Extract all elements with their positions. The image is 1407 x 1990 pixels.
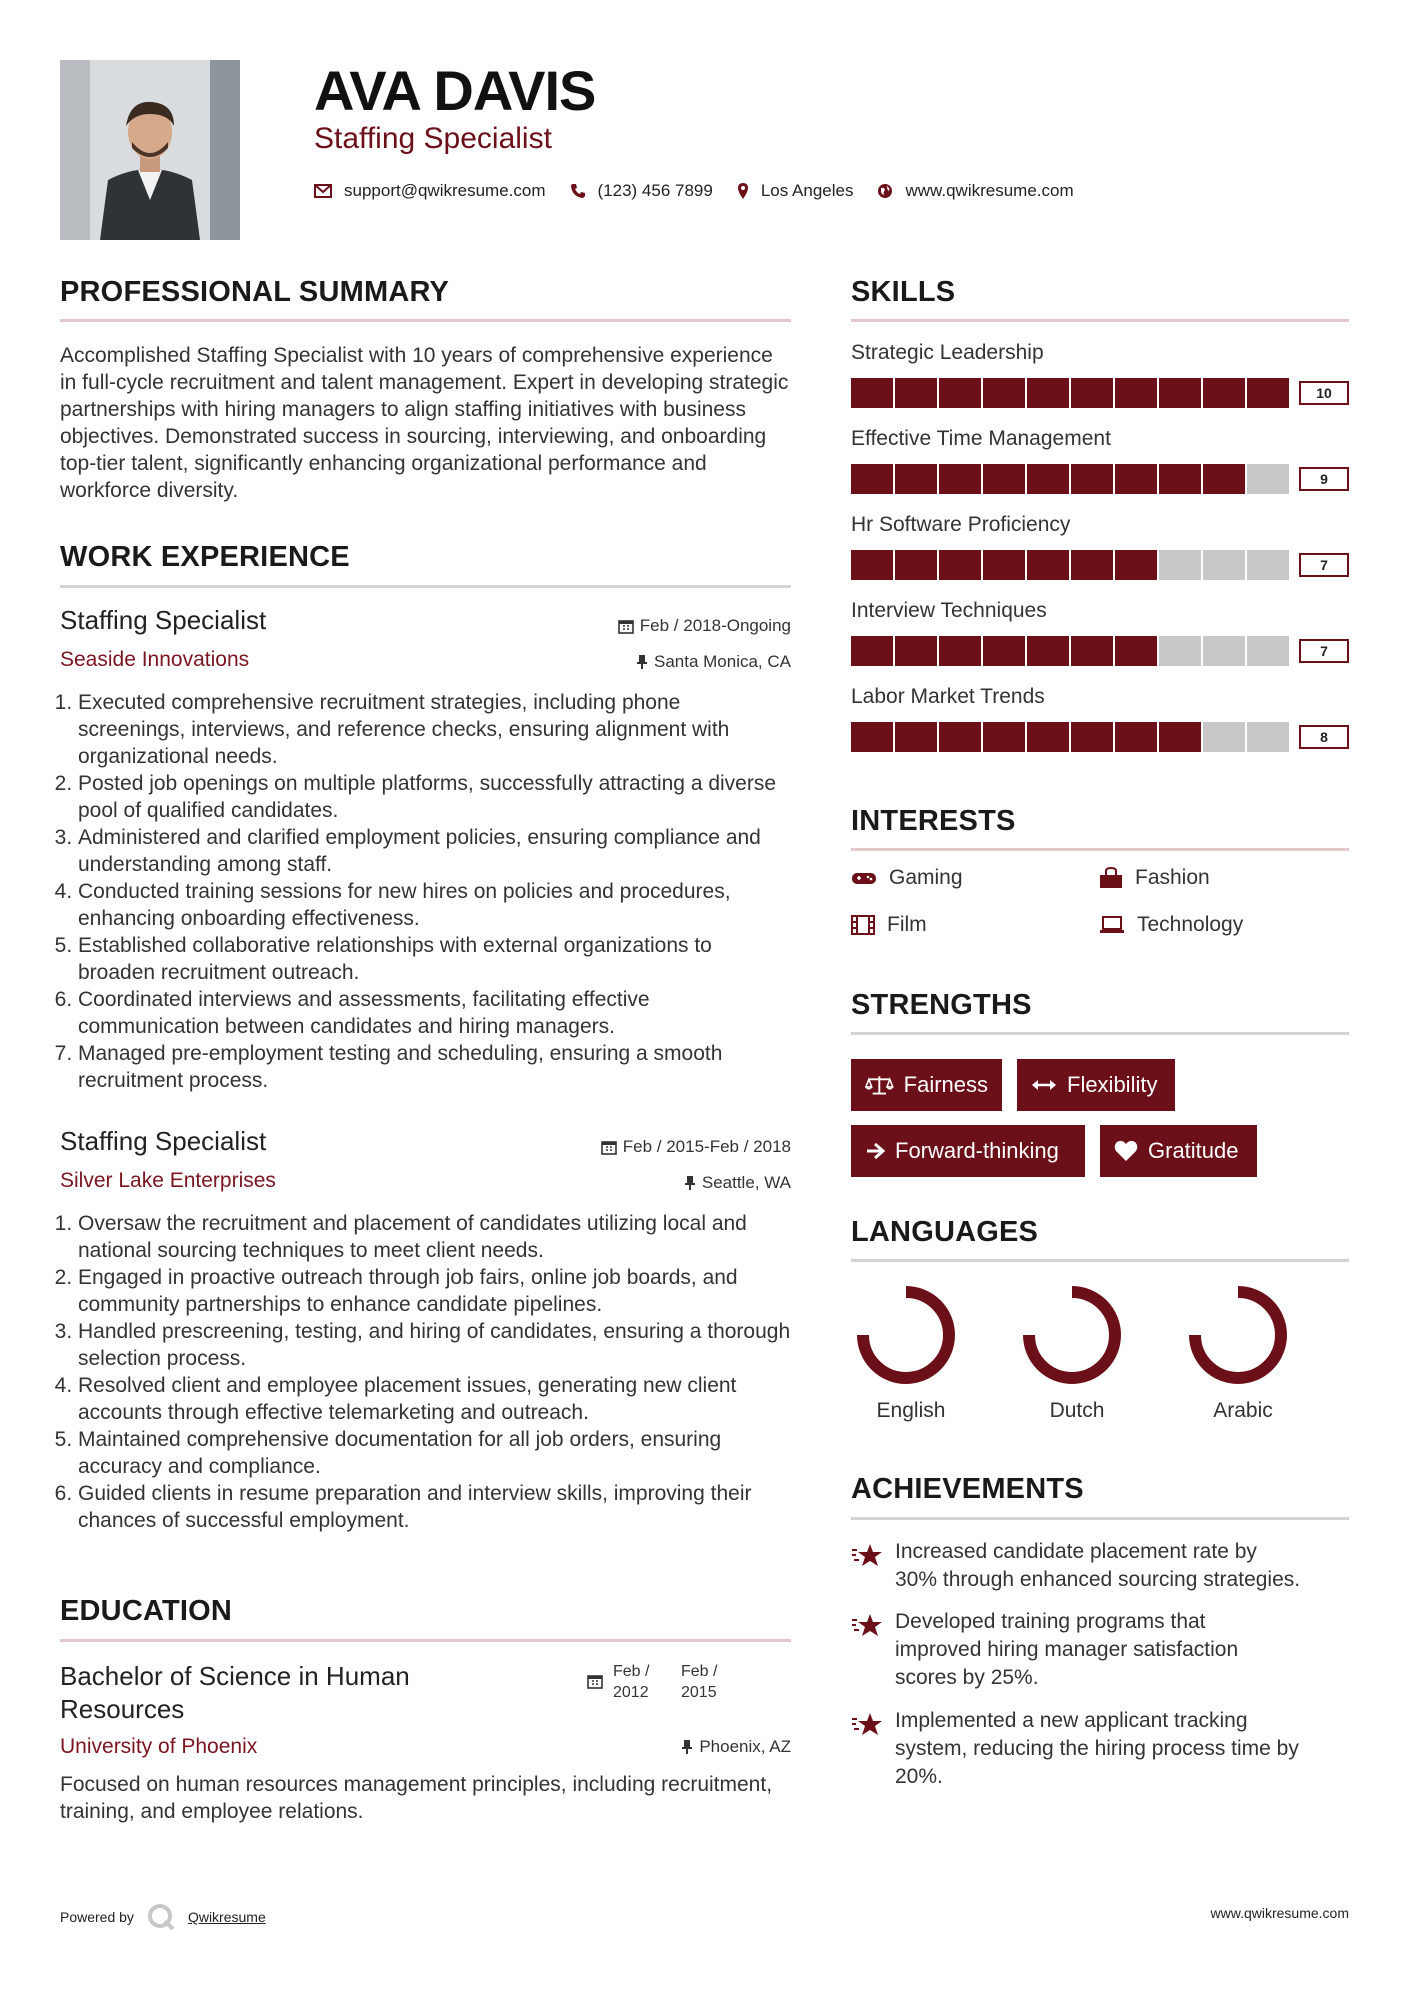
skill-bar-segment: [1247, 464, 1291, 494]
qwikresume-logo-icon: [146, 1902, 176, 1932]
contact-bar: [314, 180, 1098, 202]
candidate-name: AVA DAVIS: [314, 59, 596, 122]
job-title: Staffing Specialist: [60, 1126, 267, 1156]
skill-bar-segment: [1027, 378, 1071, 408]
achievement-line: Increased candidate placement rate by: [895, 1540, 1257, 1563]
strengths-title: STRENGTHS: [851, 989, 1032, 1021]
skill-bar-segment: [1115, 550, 1159, 580]
skill-item: [851, 685, 1349, 771]
skills-title: SKILLS: [851, 276, 956, 308]
skill-bar-segment: [895, 378, 939, 408]
achievement-item: [895, 1707, 1355, 1791]
contact-phone[interactable]: (123) 456 7899: [597, 181, 713, 200]
skill-bar-segment: [895, 464, 939, 494]
phone-icon: [570, 183, 586, 199]
degree-line: Resources: [60, 1694, 185, 1724]
list-item: 1. Oversaw the recruitment and placement of candidates utilizing local and national sourcing techniques to meet client needs.: [78, 1210, 791, 1264]
skill-bar-segment: [851, 550, 895, 580]
skill-bar-segment: [983, 636, 1027, 666]
interest-label: Fashion: [1135, 866, 1210, 889]
skill-item: [851, 513, 1349, 599]
interest-item: [1099, 866, 1210, 890]
skill-bar-segment: [895, 636, 939, 666]
job-company: Seaside Innovations: [60, 648, 250, 671]
strength-label: Fairness: [903, 1072, 988, 1097]
list-item: 7. Managed pre-employment testing and scheduling, ensuring a smooth recruitment process.: [78, 1040, 791, 1094]
job-bullets: [60, 1210, 791, 1534]
list-item: 1. Executed comprehensive recruitment strategies, including phone screenings, interviews, and reference checks, ensuring alignment with organizational needs.: [78, 689, 791, 770]
skill-bar: [851, 464, 1349, 494]
skill-label: Hr Software Proficiency: [851, 513, 1071, 536]
gamepad-icon: [851, 870, 877, 886]
skill-bar: [851, 550, 1349, 580]
skill-bar-segment: [1247, 378, 1291, 408]
job-title: Staffing Specialist: [60, 605, 267, 635]
skill-bar-segment: [1071, 722, 1115, 752]
skill-label: Effective Time Management: [851, 427, 1111, 450]
list-item: 3. Handled prescreening, testing, and hiring of candidates, ensuring a thorough selection process.: [78, 1318, 791, 1372]
achievement-line: scores by 25%.: [895, 1666, 1039, 1689]
degree-line: Bachelor of Science in Human: [60, 1661, 410, 1691]
summary-rule: [60, 319, 791, 322]
skill-bar: [851, 722, 1349, 752]
strength-label: Forward-thinking: [895, 1138, 1059, 1163]
job-dates-text: Feb / 2018-Ongoing: [639, 616, 791, 635]
candidate-role: Staffing Specialist: [314, 122, 552, 155]
pin-icon: [636, 654, 648, 670]
skill-bar-segment: [1203, 378, 1247, 408]
brand-link[interactable]: Qwikresume: [187, 1909, 266, 1925]
skill-level-value: 9: [1299, 467, 1349, 491]
skill-bar-segment: [1027, 636, 1071, 666]
achievement-line: Implemented a new applicant tracking: [895, 1709, 1248, 1732]
job-location-text: Santa Monica, CA: [653, 652, 791, 671]
interest-item: [851, 866, 963, 890]
skill-bar-segment: [851, 722, 895, 752]
globe-icon: [877, 183, 893, 199]
powered-by-text: Powered by: [60, 1909, 134, 1925]
strength-label: Gratitude: [1148, 1138, 1239, 1163]
skill-label: Interview Techniques: [851, 599, 1047, 622]
summary-text: Accomplished Staffing Specialist with 10 years of comprehensive experience in full-cycle recruitment and talent management. Expert in developing strategic partnerships with hiring managers to align staffing initiatives with business objectives. Demonstrated success in sourcing, interviewing, and onboarding top-tier talent, significantly enhancing organizational performance and workforce diversity.: [60, 344, 789, 502]
achievement-line: 30% through enhanced sourcing strategies.: [895, 1568, 1301, 1591]
skill-level-value: 7: [1299, 553, 1349, 577]
skill-bar: [851, 636, 1349, 666]
job-bullets: [60, 689, 791, 1094]
job-location-text: Seattle, WA: [701, 1173, 791, 1192]
email-icon: [314, 184, 332, 198]
skill-bar-segment: [939, 722, 983, 752]
skill-bar-segment: [939, 464, 983, 494]
contact-location: Los Angeles: [760, 181, 854, 200]
skill-level-value: 10: [1299, 381, 1349, 405]
skill-level-value: 8: [1299, 725, 1349, 749]
contact-website[interactable]: www.qwikresume.com: [905, 181, 1074, 200]
star-icon: [851, 1542, 883, 1568]
experience-rule: [60, 585, 791, 588]
skill-bar-segment: [1071, 464, 1115, 494]
achievement-line: system, reducing the hiring process time by: [895, 1737, 1299, 1760]
profile-photo: [60, 60, 240, 240]
skill-bar-segment: [983, 550, 1027, 580]
skill-bar-segment: [1159, 636, 1203, 666]
footer-url[interactable]: www.qwikresume.com: [1210, 1905, 1349, 1921]
list-item: 2. Engaged in proactive outreach through job fairs, online job boards, and community partnerships to enhance candidate pipelines.: [78, 1264, 791, 1318]
skill-bar-segment: [1027, 550, 1071, 580]
languages-rule: [851, 1259, 1349, 1262]
map-pin-icon: [737, 182, 749, 200]
achievement-line: Developed training programs that: [895, 1610, 1206, 1633]
skill-bar-segment: [851, 636, 895, 666]
strength-chip: [1017, 1059, 1175, 1111]
edu-end-month: Feb /: [681, 1663, 718, 1680]
language-ring: [1188, 1285, 1288, 1385]
edu-start-month: Feb /: [613, 1663, 650, 1680]
footer-powered: [60, 1902, 266, 1932]
skills-list: [851, 341, 1349, 771]
list-item: 5. Maintained comprehensive documentation for all job orders, ensuring accuracy and compliance.: [78, 1426, 791, 1480]
skill-bar-segment: [1027, 722, 1071, 752]
list-item: 4. Conducted training sessions for new hires on policies and procedures, enhancing onboarding effectiveness.: [78, 878, 791, 932]
list-item: 5. Established collaborative relationships with external organizations to broaden recruitment outreach.: [78, 932, 791, 986]
skill-bar-segment: [1247, 722, 1291, 752]
calendar-icon: [618, 618, 634, 634]
skill-item: [851, 599, 1349, 685]
pin-icon: [681, 1739, 693, 1755]
contact-email[interactable]: support@qwikresume.com: [344, 181, 546, 200]
summary-title: PROFESSIONAL SUMMARY: [60, 276, 450, 308]
skill-bar-segment: [1247, 550, 1291, 580]
education-school: University of Phoenix: [60, 1735, 258, 1758]
strengths-rule: [851, 1032, 1349, 1035]
balance-scale-icon: [865, 1074, 894, 1096]
education-rule: [60, 1639, 791, 1642]
skill-label: Strategic Leadership: [851, 341, 1044, 364]
skill-bar: [851, 378, 1349, 408]
skill-bar-segment: [939, 550, 983, 580]
list-item: 4. Resolved client and employee placement issues, generating new client accounts through effective telemarketing and outreach.: [78, 1372, 791, 1426]
skill-item: [851, 427, 1349, 513]
language-label: Arabic: [1213, 1399, 1273, 1422]
calendar-icon: [587, 1673, 603, 1689]
skill-bar-segment: [1159, 464, 1203, 494]
skill-bar-segment: [1027, 464, 1071, 494]
degree-title: [60, 1660, 410, 1726]
strength-chip: [851, 1125, 1085, 1177]
education-location: [681, 1737, 791, 1757]
list-item: 6. Coordinated interviews and assessments, facilitating effective communication between candidates and hiring managers.: [78, 986, 791, 1040]
job-dates: [618, 616, 791, 636]
job-company: Silver Lake Enterprises: [60, 1169, 276, 1192]
achievements-rule: [851, 1517, 1349, 1520]
skill-bar-segment: [939, 636, 983, 666]
languages-title: LANGUAGES: [851, 1216, 1039, 1248]
pin-icon: [684, 1175, 696, 1191]
achievement-item: [895, 1608, 1355, 1692]
skill-bar-segment: [1071, 636, 1115, 666]
skill-bar-segment: [1115, 636, 1159, 666]
skill-bar-segment: [1115, 464, 1159, 494]
job-dates-text: Feb / 2015-Feb / 2018: [622, 1137, 791, 1156]
skill-label: Labor Market Trends: [851, 685, 1045, 708]
arrows-horizontal-icon: [1031, 1078, 1057, 1092]
skill-bar-segment: [1159, 378, 1203, 408]
edu-end-year: 2015: [681, 1684, 717, 1701]
language-label: Dutch: [1049, 1399, 1105, 1422]
achievement-line: improved hiring manager satisfaction: [895, 1638, 1239, 1661]
language-ring: [1022, 1285, 1122, 1385]
film-icon: [851, 915, 875, 935]
skill-bar-segment: [895, 722, 939, 752]
education-location-text: Phoenix, AZ: [699, 1737, 791, 1756]
experience-title: WORK EXPERIENCE: [60, 541, 350, 573]
skill-bar-segment: [1159, 722, 1203, 752]
skill-bar-segment: [939, 378, 983, 408]
skill-bar-segment: [983, 464, 1027, 494]
interests-rule: [851, 848, 1349, 851]
star-icon: [851, 1612, 883, 1638]
language-ring: [856, 1285, 956, 1385]
skill-bar-segment: [1203, 464, 1247, 494]
interests-title: INTERESTS: [851, 805, 1016, 837]
laptop-icon: [1099, 916, 1125, 934]
strength-label: Flexibility: [1067, 1072, 1158, 1097]
skill-bar-segment: [983, 378, 1027, 408]
skill-item: [851, 341, 1349, 427]
skill-bar-segment: [983, 722, 1027, 752]
skill-bar-segment: [1203, 722, 1247, 752]
skill-bar-segment: [1247, 636, 1291, 666]
shopping-bag-icon: [1099, 867, 1123, 889]
interest-item: [851, 913, 927, 937]
interest-item: [1099, 913, 1243, 937]
heart-icon: [1114, 1140, 1138, 1162]
skill-bar-segment: [1071, 550, 1115, 580]
skill-bar-segment: [1115, 722, 1159, 752]
interest-label: Gaming: [889, 866, 963, 889]
education-text: Focused on human resources management principles, including recruitment, training, and employee relations.: [60, 1773, 773, 1823]
skill-bar-segment: [1203, 550, 1247, 580]
language-label: English: [876, 1399, 946, 1422]
arrow-right-icon: [865, 1142, 885, 1160]
strength-chip: [851, 1059, 1002, 1111]
job-dates: [601, 1137, 791, 1157]
strength-chip: [1100, 1125, 1257, 1177]
skill-level-value: 7: [1299, 639, 1349, 663]
skill-bar-segment: [895, 550, 939, 580]
skill-bar-segment: [851, 464, 895, 494]
skill-bar-segment: [851, 378, 895, 408]
list-item: 2. Posted job openings on multiple platforms, successfully attracting a diverse pool of qualified candidates.: [78, 770, 791, 824]
skill-bar-segment: [1203, 636, 1247, 666]
skill-bar-segment: [1115, 378, 1159, 408]
skill-bar-segment: [1159, 550, 1203, 580]
list-item: 6. Guided clients in resume preparation and interview skills, improving their chances of successful employment.: [78, 1480, 791, 1534]
interest-label: Technology: [1137, 913, 1244, 936]
star-icon: [851, 1711, 883, 1737]
skill-bar-segment: [1071, 378, 1115, 408]
calendar-icon: [601, 1139, 617, 1155]
education-title: EDUCATION: [60, 1595, 233, 1627]
interest-label: Film: [887, 913, 927, 936]
skills-rule: [851, 319, 1349, 322]
achievement-line: 20%.: [895, 1765, 943, 1788]
job-location: [684, 1173, 791, 1193]
achievement-item: [895, 1538, 1355, 1594]
education-dates: [587, 1661, 735, 1703]
job-location: [636, 652, 791, 672]
list-item: 3. Administered and clarified employment policies, ensuring compliance and understanding among staff.: [78, 824, 791, 878]
edu-start-year: 2012: [613, 1684, 649, 1701]
achievements-title: ACHIEVEMENTS: [851, 1473, 1084, 1505]
